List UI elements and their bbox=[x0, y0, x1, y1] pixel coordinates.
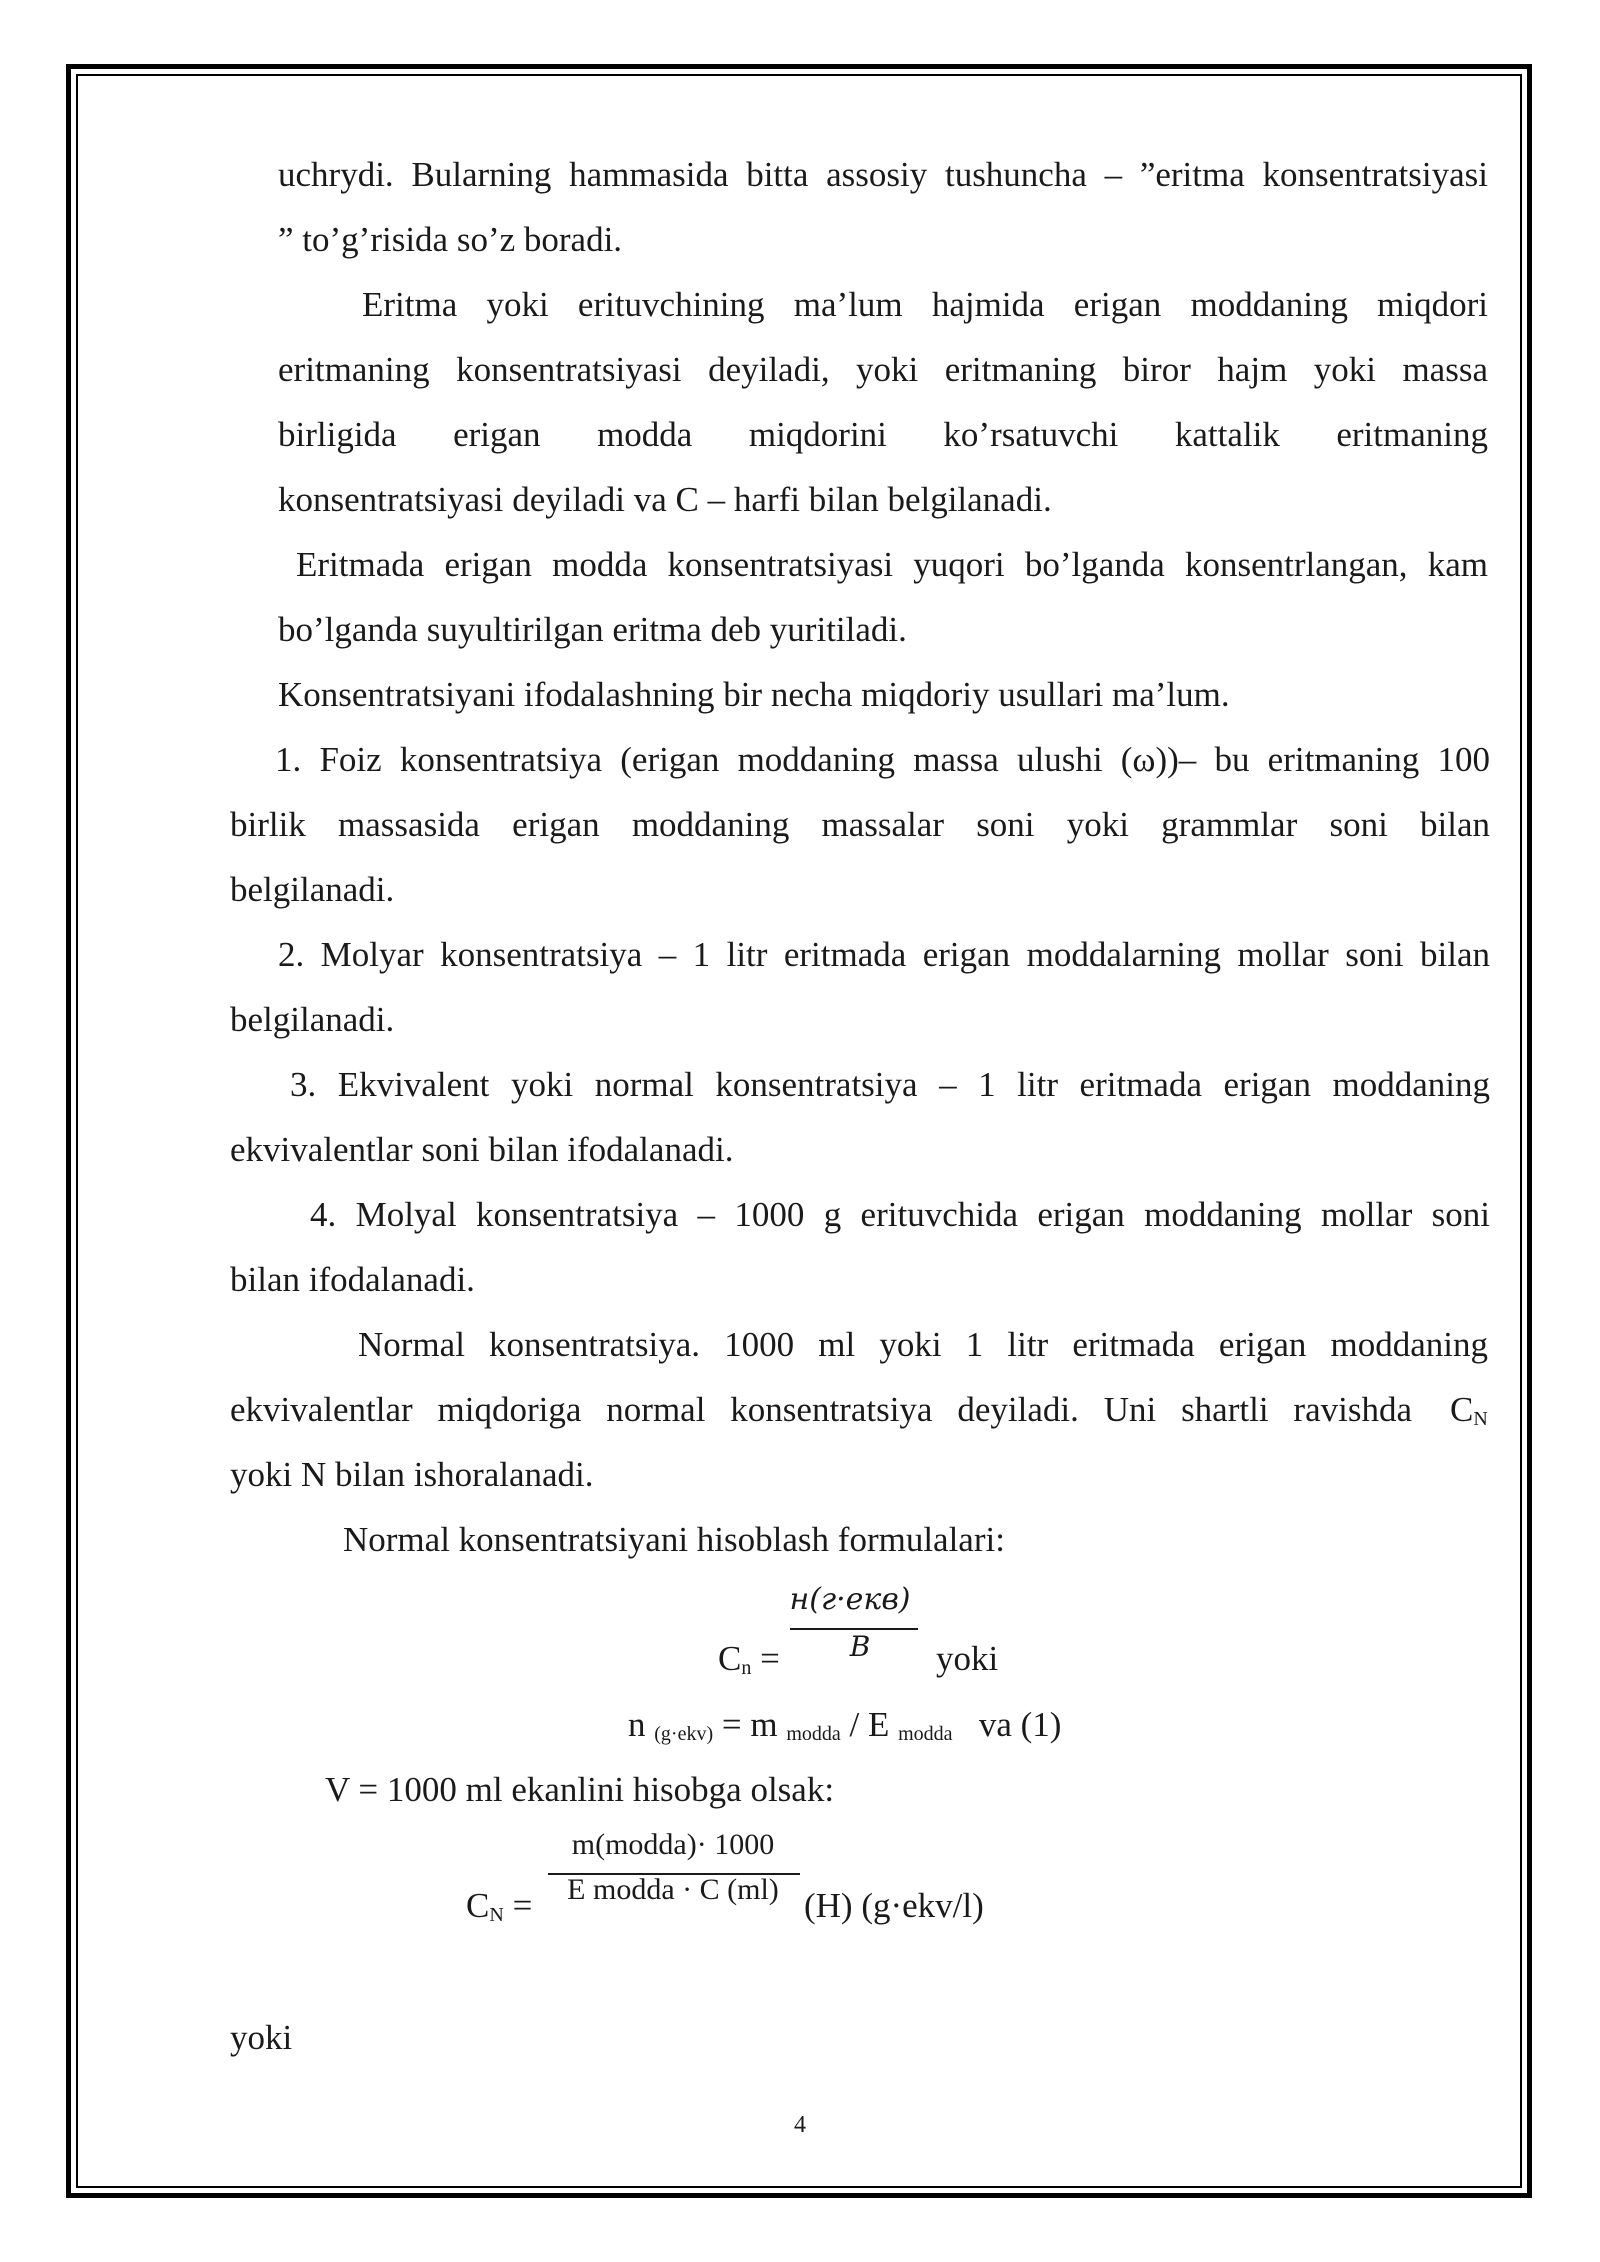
formula1-sub: n bbox=[741, 1657, 752, 1679]
formula1-numerator: н(г·екв) bbox=[789, 1582, 911, 1617]
formula1-eq: = bbox=[760, 1639, 780, 1678]
formula3-denominator: E modda · C (ml) bbox=[567, 1873, 779, 1906]
text-line: V = 1000 ml ekanlini hisobga olsak: bbox=[325, 1770, 835, 1809]
symbol-subscript: N bbox=[1473, 1408, 1488, 1430]
formula2-n-sub: (g·ekv) bbox=[654, 1723, 714, 1745]
text-line: Konsentratsiyani ifodalashning bir necha miqdoriy usullari ma’lum. bbox=[278, 675, 1230, 714]
text-line: Normal konsentratsiya. 1000 ml yoki 1 litr eritmada erigan moddaning bbox=[358, 1325, 1488, 1364]
text-line: ekvivalentlar miqdoriga normal konsentratsiya deyiladi. Uni shartli ravishda bbox=[230, 1390, 1412, 1429]
text-line: Eritmada erigan modda konsentratsiyasi yuqori bo’lganda konsentrlangan, kam bbox=[296, 545, 1488, 584]
formula2-eq: = m bbox=[721, 1705, 778, 1744]
page-number: 4 bbox=[794, 2112, 806, 2138]
list-item-line: belgilanadi. bbox=[230, 1000, 395, 1039]
symbol-c: C bbox=[1450, 1390, 1474, 1429]
list-item-line: birlik massasida erigan moddaning massalar soni yoki grammlar soni bilan bbox=[230, 805, 1490, 844]
formula1-c: C bbox=[718, 1639, 742, 1678]
text-line: konsentratsiyasi deyiladi va C – harfi bilan belgilanadi. bbox=[278, 480, 1052, 519]
formula3-lhs bbox=[466, 1883, 532, 1938]
text-line: yoki bbox=[230, 2018, 293, 2057]
text-line: Eritma yoki erituvchining ma’lum hajmida erigan moddaning miqdori bbox=[362, 285, 1488, 324]
formula2-e-sub: modda bbox=[898, 1723, 953, 1745]
list-item-line: ekvivalentlar soni bilan ifodalanadi. bbox=[230, 1130, 734, 1169]
formula1-denominator: B bbox=[849, 1630, 871, 1663]
list-item-line: bilan ifodalanadi. bbox=[230, 1260, 475, 1299]
formula3-eq: = bbox=[512, 1886, 533, 1925]
formula1-lhs bbox=[718, 1636, 780, 1691]
formula1-after: yoki bbox=[936, 1639, 999, 1678]
text-line: birligida erigan modda miqdorini ko’rsatuvchi kattalik eritmaning bbox=[278, 415, 1488, 454]
formula2-after: va (1) bbox=[978, 1705, 1062, 1744]
formula2-m-sub: modda bbox=[786, 1723, 841, 1745]
text-line: ” to’g’risida so’z boradi. bbox=[278, 220, 623, 259]
text-line: eritmaning konsentratsiyasi deyiladi, yoki eritmaning biror hajm yoki massa bbox=[278, 350, 1488, 389]
formula-heading: Normal konsentratsiyani hisoblash formulalari: bbox=[343, 1520, 1005, 1559]
symbol-cn bbox=[1450, 1387, 1488, 1442]
formula3-numerator: m(modda)· 1000 bbox=[571, 1828, 775, 1861]
text-line: uchrydi. Bularning hammasida bitta assosiy tushuncha – ”eritma konsentratsiyasi bbox=[278, 155, 1488, 194]
formula2-slash: / E bbox=[849, 1705, 890, 1744]
list-item-line: 1. Foiz konsentratsiya (erigan moddaning massa ulushi (ω))– bu eritmaning 100 bbox=[275, 740, 1490, 779]
formula3-sub: N bbox=[489, 1904, 504, 1926]
list-item-line: 2. Molyar konsentratsiya – 1 litr eritmada erigan moddalarning mollar soni bilan bbox=[278, 935, 1490, 974]
text-line: yoki N bilan ishoralanadi. bbox=[230, 1455, 594, 1494]
list-item-line: belgilanadi. bbox=[230, 870, 395, 909]
formula2 bbox=[628, 1702, 1061, 1757]
text-line: bo’lganda suyultirilgan eritma deb yuritiladi. bbox=[278, 610, 907, 649]
formula2-n: n bbox=[628, 1705, 646, 1744]
list-item-line: 3. Ekvivalent yoki normal konsentratsiya – 1 litr eritmada erigan moddaning bbox=[290, 1065, 1490, 1104]
list-item-line: 4. Molyal konsentratsiya – 1000 g erituvchida erigan moddaning mollar soni bbox=[310, 1195, 1490, 1234]
formula3-c: C bbox=[466, 1886, 490, 1925]
formula3-after: (H) (g·ekv/l) bbox=[804, 1886, 984, 1925]
